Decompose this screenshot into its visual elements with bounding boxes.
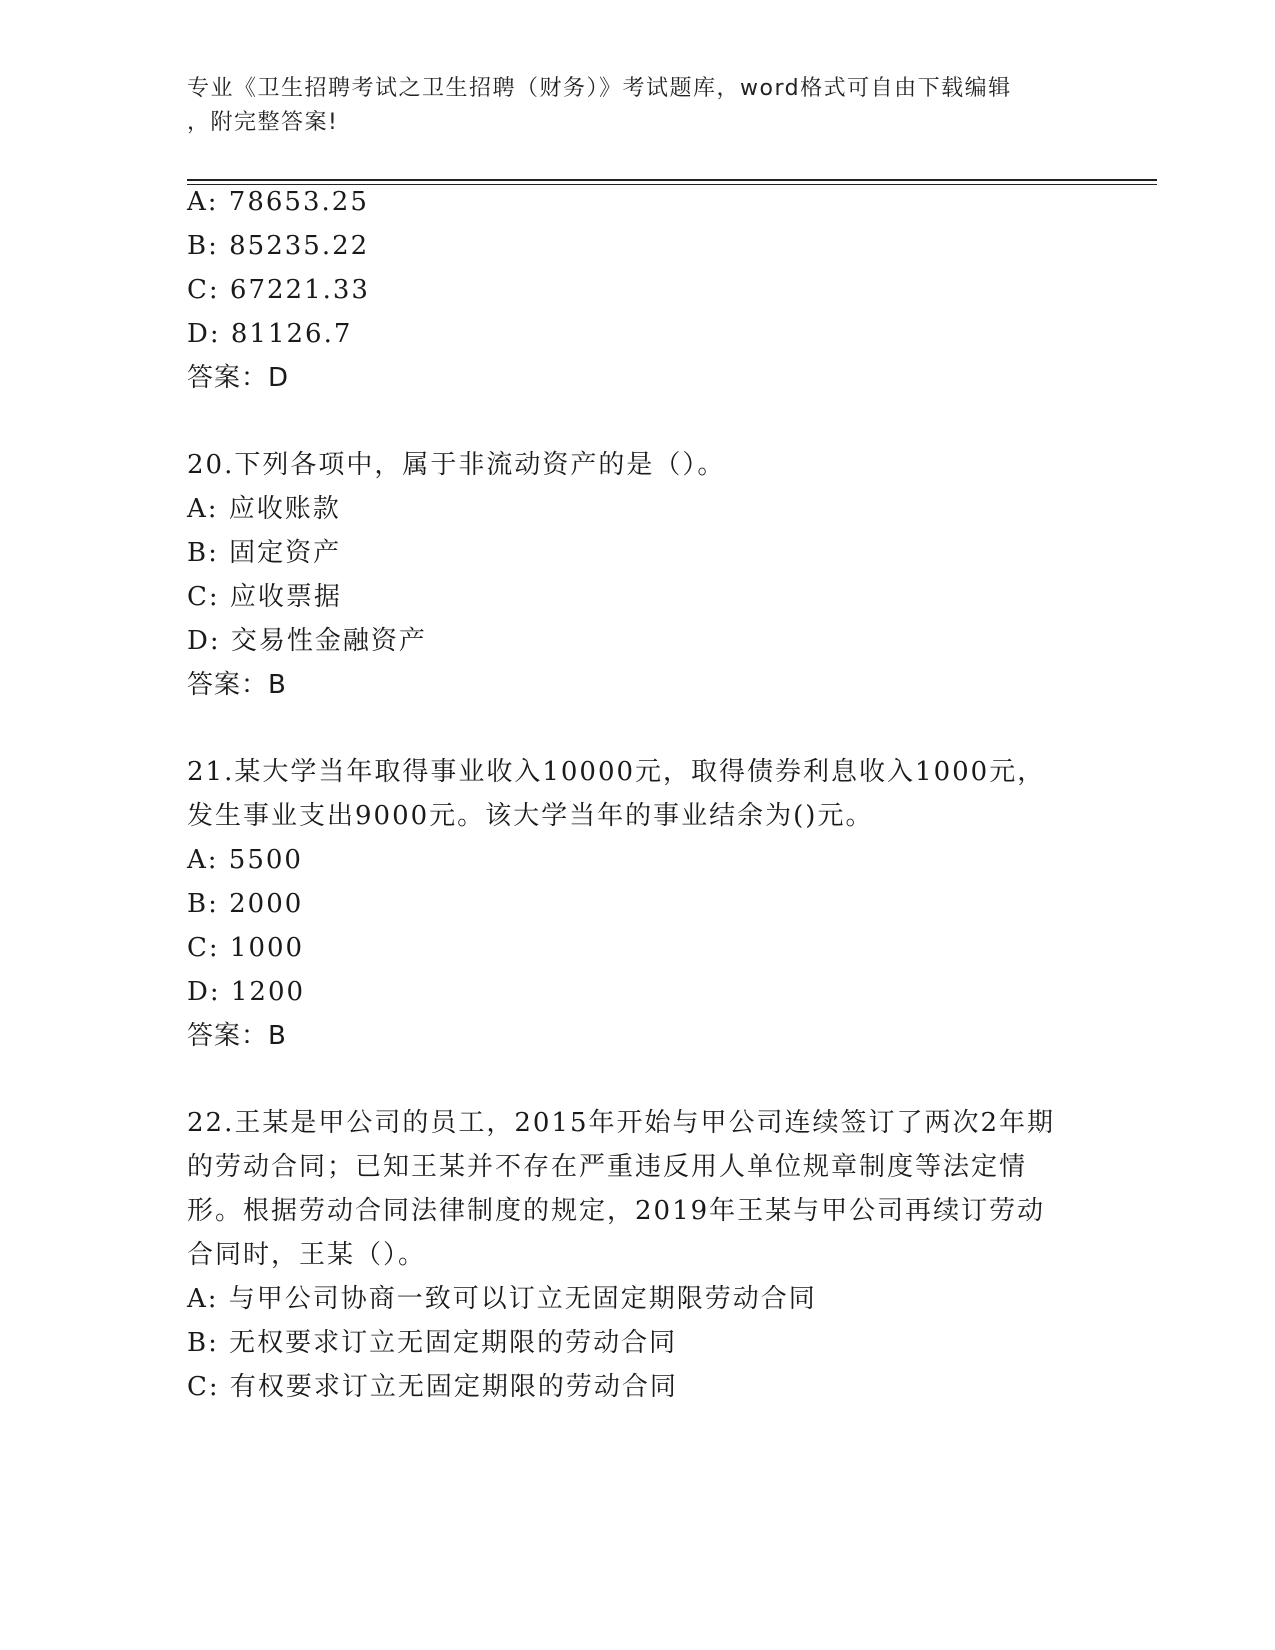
q22-option-c: C: 有权要求订立无固定期限的劳动合同 [187, 1372, 678, 1402]
q21-option-b: B: 2000 [187, 889, 304, 919]
q22-stem-line-2: 的劳动合同；已知王某并不存在严重违反用人单位规章制度等法定情 [187, 1152, 1028, 1182]
q20-option-d: D: 交易性金融资产 [187, 626, 427, 656]
q22-stem-line-1: 22.王某是甲公司的员工，2015年开始与甲公司连续签订了两次2年期 [187, 1108, 1056, 1138]
q19-option-d: D: 81126.7 [187, 319, 353, 349]
document-header [187, 72, 1087, 140]
q21-answer: 答案：B [187, 1021, 287, 1051]
q21-option-d: D: 1200 [187, 977, 306, 1007]
q22-option-a: A: 与甲公司协商一致可以订立无固定期限劳动合同 [187, 1284, 817, 1314]
q21-option-c: C: 1000 [187, 933, 305, 963]
header-line-1: 专业《卫生招聘考试之卫生招聘（财务）》考试题库，word格式可自由下载编辑 [187, 76, 1012, 101]
q20-option-c: C: 应收票据 [187, 582, 342, 612]
q19-option-b: B: 85235.22 [187, 231, 370, 261]
q22-option-b: B: 无权要求订立无固定期限的劳动合同 [187, 1328, 678, 1358]
q20-option-a: A: 应收账款 [187, 494, 341, 524]
q21-stem-line-1: 21.某大学当年取得事业收入10000元，取得债券利息收入1000元， [187, 757, 1046, 787]
q19-option-a: A: 78653.25 [187, 187, 369, 217]
header-line-2: ，附完整答案! [187, 110, 339, 135]
q22-stem-line-3: 形。根据劳动合同法律制度的规定，2019年王某与甲公司再续订劳动 [187, 1196, 1046, 1226]
q21-option-a: A: 5500 [187, 845, 303, 875]
q20-stem: 20.下列各项中，属于非流动资产的是（）。 [187, 450, 726, 480]
header-divider-thick [187, 179, 1157, 181]
q19-answer: 答案：D [187, 363, 290, 393]
q22-stem-line-4: 合同时，王某（）。 [187, 1240, 427, 1270]
q21-stem-line-2: 发生事业支出9000元。该大学当年的事业结余为()元。 [187, 801, 874, 831]
q20-answer: 答案：B [187, 670, 287, 700]
header-divider-thin [187, 184, 1157, 185]
q19-option-c: C: 67221.33 [187, 275, 370, 305]
q20-option-b: B: 固定资产 [187, 538, 342, 568]
